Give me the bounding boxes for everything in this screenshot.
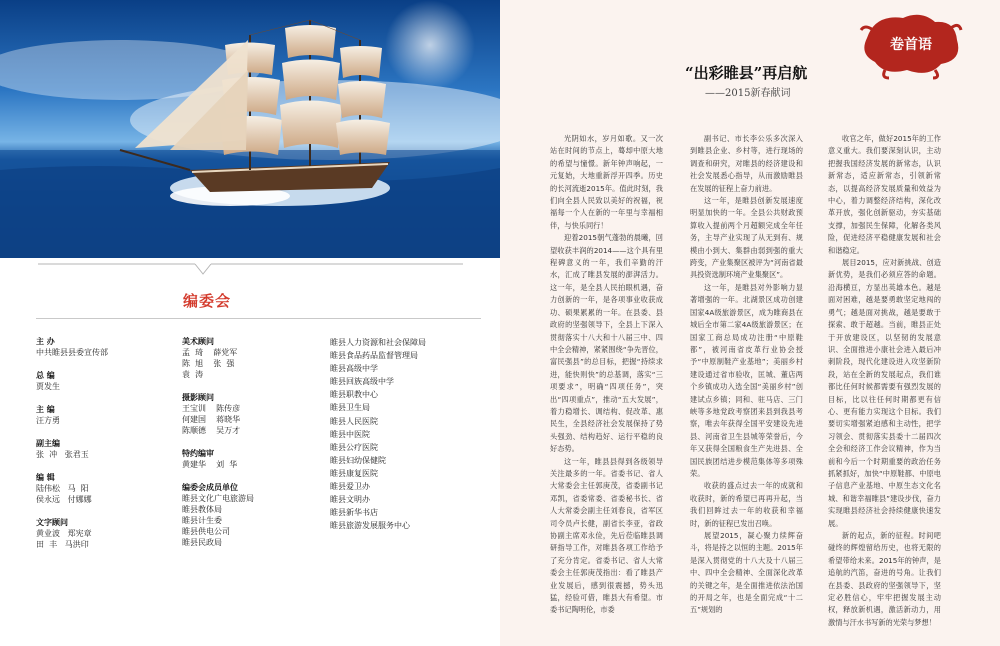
article-paragraph: 副书记、市长李公乐多次深入到睢县企业、乡村等，进行现场的调查和研究，对睢县的经济建设和社会发展悉心指导，从而激励睢县在发展的征程上奋力前进。 xyxy=(690,134,803,193)
member-unit: 睢县人民医院 xyxy=(330,416,378,426)
board-heading: 主 编 xyxy=(36,405,55,414)
board-heading: 摄影顾问 xyxy=(182,393,214,402)
section-divider xyxy=(38,262,463,276)
member-unit: 睢县妇幼保健院 xyxy=(330,455,386,465)
article-subtitle: ——2015新春献词 xyxy=(705,88,791,99)
board-member: 王宝训 陈传彦 xyxy=(182,404,241,413)
board-member: 田 丰 马洪印 xyxy=(36,540,89,549)
article-column-3 xyxy=(828,133,941,629)
badge-label: 卷首语 xyxy=(890,37,932,53)
member-unit: 睢县旅游发展服务中心 xyxy=(330,521,410,531)
preface-badge xyxy=(855,8,965,80)
board-column-1 xyxy=(36,336,166,550)
board-heading: 美术顾问 xyxy=(182,337,214,346)
article-paragraph: 这一年，睢县县得到各级领导关注最多的一年。省委书记、省人大常委会主任郭庚茂，省委副书记邓凯，省委常委、省委秘书长、省人大常委会副主任刘春良，省军区司令员卢长健，副省长李亚，省政协副主席邓永俭，先后莅临睢县调研指导工作，对睢县各项工作给予了充分肯定。省委书记、省人大常委会主任郭庚茂指出：看了睢县产业发展后，感到很震撼，势头迅猛，经验可借，睢县大有希望。市委书记陶明伦，市委 xyxy=(550,456,663,615)
board-member: 睢县计生委 xyxy=(182,516,222,525)
article-paragraph: 新的起点，新的征程。时间吧碰终的辉煌留给历史，也将无限的希望带给未来。2015年的钟声，是追航的汽笛，奋进的号角。让我们在县委、县政府的坚强领导下，坚定必胜信心，牢牢把握发展主动权，释放新机遇，激活新动力，用激情与汗水书写新的光荣与梦想！ xyxy=(828,531,941,627)
member-unit: 睢县爱卫办 xyxy=(330,482,370,492)
article-column-2 xyxy=(690,133,803,617)
article-paragraph: 光阴如水，岁月如歌。又一次站在时间的节点上，蓦却中原大地的希望与憧憬。新年钟声响起，一元复始，大地重新浮开四季。历史的长河流逝2015年。值此时刻，我们向全县人民致以美好的祝福，祝福每一个人在新的一年里与幸福相伴，与快乐同行！ xyxy=(550,134,663,230)
ship-illustration xyxy=(0,0,500,258)
article-paragraph: 收获的盛点过去一年的成就和收获时，新的希望已再再升起，当我们回眸过去一年的收获和幸福时，新的征程已发出召唤。 xyxy=(690,481,803,528)
board-member: 中共睢县县委宣传部 xyxy=(36,348,108,357)
article-paragraph: 迎着2015朝气蓬勃的晨曦，回望收获丰润的2014——这个具有里程碑意义的一年，我们辛勤的汗水，汇成了睢县发展的澎湃活力。这一年，是全县人民拍眼机遇，奋力创新的一年，是各项事业收获成功、硕果累累的一年。在县委、县政府的坚强领导下，全县上下深入贯彻落实十八大和十八届三中、四中全会精神，紧紧围绕“争先晋位，富民强县”的总目标，把握“持续求进，能快则快”的总基调，落实“三项要求”，明确“四项任务”，突出“四项重点”，推动“五大发展”，着力稳增长、调结构、促改革、惠民生，全县经济社会发展保持了势头强劲、结构趋好、运行平稳的良好态势。 xyxy=(550,233,663,454)
board-member: 睢县文化广电旅游局 xyxy=(182,494,254,503)
member-unit: 睢县文明办 xyxy=(330,495,370,505)
board-member: 陈 旭 张 强 xyxy=(182,359,235,368)
board-heading: 特约编审 xyxy=(182,449,214,458)
board-heading: 文字顾问 xyxy=(36,518,68,527)
article-paragraph: 展望2015，凝心聚力续辉奋斗，将是持之以恒的主题。2015年是深入贯彻党的十八大及十八届三中、四中全会精神、全面深化改革的关键之年，是全面推进依法治国的开局之年，也是全面完成“十二五”规划的 xyxy=(690,531,803,615)
board-member: 睢县供电公司 xyxy=(182,527,230,536)
board-column-3 xyxy=(330,336,490,532)
member-unit: 睢县公疗医院 xyxy=(330,442,378,452)
board-member: 贾发生 xyxy=(36,382,60,391)
member-unit: 睢县卫生局 xyxy=(330,403,370,413)
board-member: 孟 琦 薛党军 xyxy=(182,348,238,357)
board-column-2 xyxy=(182,336,312,548)
board-member: 侯永远 付娜娜 xyxy=(36,495,92,504)
board-member: 汪方勇 xyxy=(36,416,60,425)
board-member: 黄建华 刘 华 xyxy=(182,460,238,469)
sailing-ship-photo xyxy=(0,0,500,258)
editorial-board-title: 编委会 xyxy=(183,292,232,310)
article-paragraph: 这一年，是睢县创新发展速度明显加快的一年。全县公共财政预算收入提前两个月超额完成全年任务，主导产业实现了从无到有、规模由小到大、集群由弱到强的重大跨变，产业集聚区被评为“河南省最具投资选制环境产业集聚区”。 xyxy=(690,196,803,280)
member-unit: 睢县职教中心 xyxy=(330,390,378,400)
member-unit: 睢县新华书店 xyxy=(330,508,378,518)
board-heading: 副主编 xyxy=(36,439,60,448)
member-unit: 睢县康复医院 xyxy=(330,468,378,478)
member-unit: 睢县人力资源和社会保障局 xyxy=(330,338,426,347)
article-title: “出彩睢县”再启航 xyxy=(685,64,808,82)
member-unit: 睢县中医院 xyxy=(330,429,370,439)
member-unit: 睢县食品药品监督管理局 xyxy=(330,351,418,361)
board-member: 袁 涛 xyxy=(182,370,204,379)
board-member: 何建国 蒋晓华 xyxy=(182,415,241,424)
article-paragraph: 这一年，是睢县对外影响力显著增强的一年。北湖景区成功创建国家4A级旅游景区，成为睢商县在城后全市第二家4A级旅游景区；在国家工商总局成功注册“中原鞋都”，被河南省皮革行业协会授予“中原制鞋产业基地”；美丽乡村建设通过省市验收，匡城、董店两个乡镇成功入选全国“美丽乡村”创建试点乡镇；同和、驻马店、三门峡等多地党政考察团来县到我县考察，唯去年获得全国平安建设先进县、河南省卫生县城等荣誉后，今年又获得全国粮食生产先进县、全国民族团结进步模范集体等多项殊荣。 xyxy=(690,282,803,478)
board-heading: 编 辑 xyxy=(36,473,55,482)
board-heading: 主 办 xyxy=(36,337,55,346)
title-underline xyxy=(36,318,481,319)
article-paragraph: 收官之年，做好2015年的工作意义重大。我们要深刻认识，主动把握我国经济发展的新常态，认识新常态，适应新常态，引领新常态，以提高经济发展质量和效益为中心，着力调整经济结构，深化改革开放，强化创新驱动，夯实基础支撑，加强民生保障，化解各类风险，促进经济平稳健康发展和社会和谐稳定。 xyxy=(828,134,941,255)
article-paragraph: 展目2015，应对新挑战、创造新优势，是我们必须应答的命题。沿海横亘，方显出英雄本色。越是面对困难，越是要勇敢坚定地闯的勇气；越是面对挑战，越是要敢于探索、敢于超越。当前，睢县正处于开放建设区，以坚韧的发展意识、全面推进小康社会进入最后冲刺阶段，现代化建设进入攻坚新阶段，站在全新的发展起点，我们谁都比任何时候都需要有强烈发展的目标，比以往任何时期都更有信心、更有能力实现这个目标。我们要切实增强紧迫感和主动性，把学习领会、贯彻落实县委十二届四次全会和经济工作会议精神，作为当前和今后一个时期重要的政治任务抓紧抓好，加快“中原鞋都、中原电子信息产业基地、中原生态文化名城、和谐幸福睢县”建设步伐，奋力实现睢县经济社会持续健康快速发展。 xyxy=(828,258,941,528)
board-member: 睢县教体局 xyxy=(182,505,222,514)
board-member: 黄业波 郑宪章 xyxy=(36,529,92,538)
board-member: 张 冲 张君玉 xyxy=(36,450,89,459)
member-unit: 睢县回族高级中学 xyxy=(330,377,394,387)
board-member: 睢县民政局 xyxy=(182,538,222,547)
article-column-1 xyxy=(550,133,663,617)
board-heading: 编委会成员单位 xyxy=(182,483,238,492)
member-unit: 睢县高级中学 xyxy=(330,364,378,374)
board-heading: 总 编 xyxy=(36,371,55,380)
board-member: 陆伟松 马 阳 xyxy=(36,484,89,493)
board-member: 陈顺德 吴万才 xyxy=(182,426,241,435)
right-page xyxy=(500,0,1000,646)
